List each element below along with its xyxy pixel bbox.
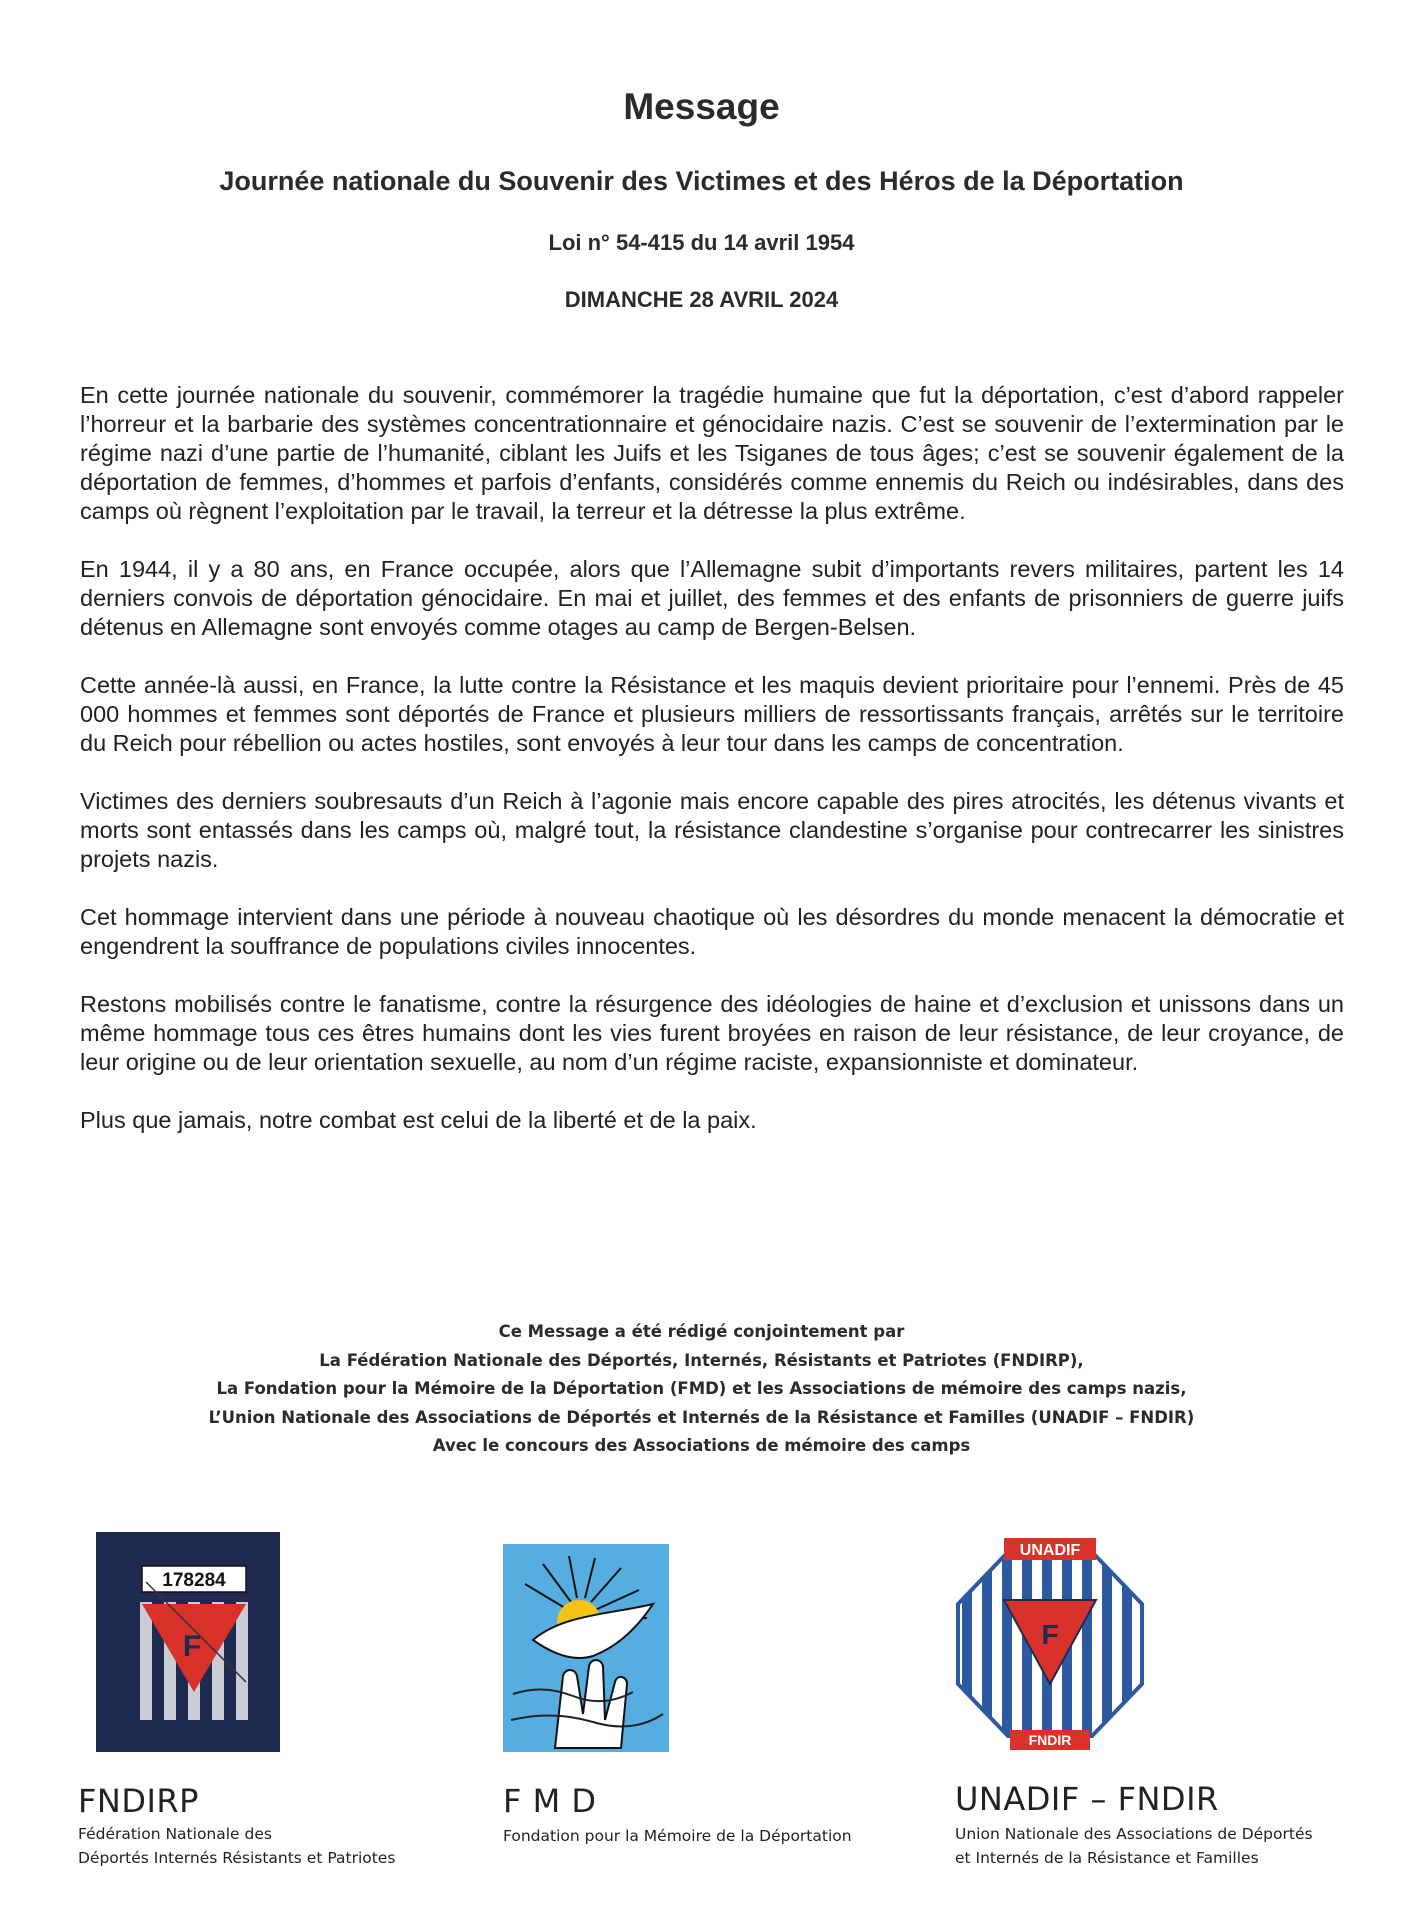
paragraph-3: Cette année-là aussi, en France, la lutte contre la Résistance et les maquis devient prioritaire pour l’ennemi. Près de 45 000 hommes et femmes sont déportés de France et plusieurs milliers de ressortissants français, arrêtés sur le territoire du Reich pour rébellion ou actes hostiles, sont envoyés à leur tour dans les camps de concentration. (80, 672, 1344, 756)
unadif-logo (946, 1534, 1154, 1754)
fmd-description: Fondation pour la Mémoire de la Déportation (503, 1827, 852, 1845)
fmd-logo (503, 1544, 669, 1752)
fndirp-badge-icon (96, 1532, 280, 1752)
credits-line-5: Avec le concours des Associations de mémoire des camps (432, 1436, 971, 1455)
fmd-name: F M D (503, 1782, 597, 1820)
message-body (80, 381, 1344, 1164)
credits-line-1: Ce Message a été rédigé conjointement par (498, 1322, 905, 1341)
paragraph-4: Victimes des derniers soubresauts d’un Reich à l’agonie mais encore capable des pires atrocités, les détenus vivants et morts sont entassés dans les camps où, malgré tout, la résistance clandestine s’organise pour contrecarrer les sinistres projets nazis. (80, 788, 1344, 872)
unadif-description-line-1: Union Nationale des Associations de Déportés (955, 1825, 1313, 1843)
dove-hands-icon (503, 1544, 669, 1752)
credits-line-3: La Fondation pour la Mémoire de la Déportation (FMD) et les Associations de mémoire des camps nazis, (216, 1379, 1187, 1398)
page-subtitle: Journée nationale du Souvenir des Victimes et des Héros de la Déportation (219, 166, 1184, 196)
paragraph-1: En cette journée nationale du souvenir, commémorer la tragédie humaine que fut la déportation, c’est d’abord rappeler l’horreur et la barbarie des systèmes concentrationnaire et génocidaire nazis. C’est se souvenir de l’extermination par le régime nazi d’une partie de l’humanité, ciblant les Juifs et les Tsiganes de tous âges; c’est se souvenir également de la déportation de femmes, d’hommes et parfois d’enfants, considérés comme ennemis du Reich ou indésirables, dans des camps où règnent l’exploitation par le travail, la terreur et la détresse la plus extrême. (80, 382, 1344, 524)
credits-line-4: L’Union Nationale des Associations de Déportés et Internés de la Résistance et Familles (UNADIF – FNDIR) (208, 1407, 1195, 1427)
unadif-emblem-icon (946, 1534, 1154, 1754)
unadif-description-line-2: et Internés de la Résistance et Familles (955, 1849, 1259, 1867)
svg-text:F: F (182, 1630, 202, 1663)
paragraph-5: Cet hommage intervient dans une période à nouveau chaotique où les désordres du monde menacent la démocratie et engendrent la souffrance de populations civiles innocentes. (80, 904, 1344, 959)
paragraph-7: Plus que jamais, notre combat est celui de la liberté et de la paix. (80, 1107, 757, 1133)
credits-block (0, 1318, 1403, 1461)
law-reference: Loi n° 54-415 du 14 avril 1954 (548, 230, 855, 255)
page-title: Message (623, 86, 780, 127)
credits-line-2: La Fédération Nationale des Déportés, Internés, Résistants et Patriotes (FNDIRP), (319, 1350, 1084, 1370)
fndirp-logo (96, 1532, 280, 1752)
svg-text:178284: 178284 (162, 1570, 226, 1591)
paragraph-6: Restons mobilisés contre le fanatisme, contre la résurgence des idéologies de haine et d’exclusion et unissons dans un même hommage tous ces êtres humains dont les vies furent broyées en raison de leur résistance, de leur croyance, de leur origine ou de leur orientation sexuelle, au nom d’un régime raciste, expansionniste et dominateur. (80, 991, 1344, 1075)
event-date: DIMANCHE 28 AVRIL 2024 (564, 287, 839, 312)
svg-text:UNADIF: UNADIF (1019, 1542, 1081, 1559)
svg-text:FNDIR: FNDIR (1028, 1732, 1072, 1748)
fndirp-description-line-1: Fédération Nationale des (78, 1825, 272, 1843)
unadif-name: UNADIF – FNDIR (955, 1780, 1219, 1818)
paragraph-2: En 1944, il y a 80 ans, en France occupée, alors que l’Allemagne subit d’importants revers militaires, partent les 14 derniers convois de déportation génocidaire. En mai et juillet, des femmes et des enfants de prisonniers de guerre juifs détenus en Allemagne sont envoyés comme otages au camp de Bergen-Belsen. (80, 556, 1344, 640)
fndirp-description-line-2: Déportés Internés Résistants et Patriotes (78, 1849, 396, 1867)
fndirp-name: FNDIRP (78, 1782, 199, 1820)
svg-text:F: F (1041, 1619, 1059, 1650)
